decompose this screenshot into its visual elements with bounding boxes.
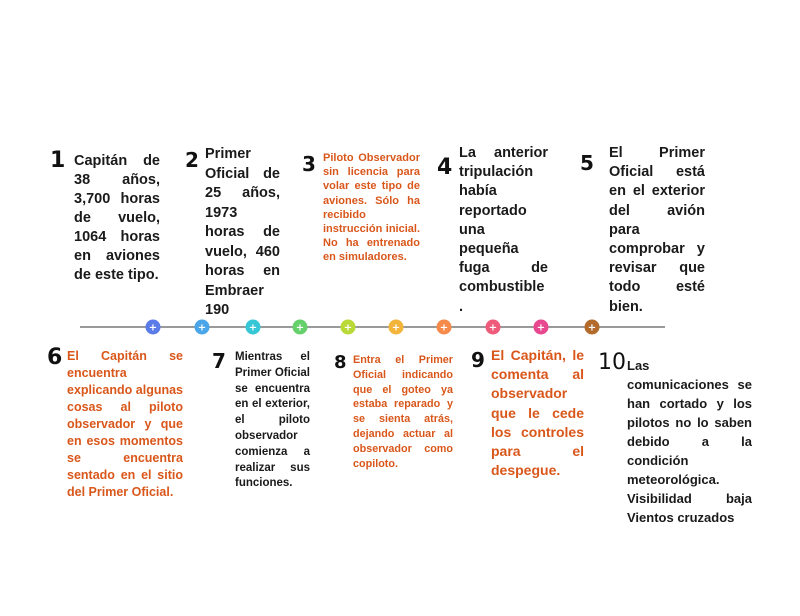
event-7-number: 7 xyxy=(212,349,226,373)
event-3-text: Piloto Observador sin licencia para volar este tipo de aviones. Sólo ha recibido instrucción inicial. No ha entrenado en simuladores. xyxy=(323,152,420,264)
plus-icon: + xyxy=(439,322,449,334)
event-1-text: Capitán de 38 años, 3,700 horas de vuelo, 1064 horas en aviones de este tipo. xyxy=(74,153,160,283)
event-5-text: El Primer Oficial está en el exterior del avión para comprobar y revisar que todo esté bien. xyxy=(609,145,705,315)
plus-icon: + xyxy=(343,322,353,334)
event-9-number: 9 xyxy=(471,348,485,372)
event-8-text: Entra el Primer Oficial indicando que el goteo ya estaba reparado y se sienta atrás, dejando actuar al observador como copiloto. xyxy=(353,354,453,470)
event-3-number: 3 xyxy=(302,152,316,176)
plus-icon: + xyxy=(197,322,207,334)
event-2-text: Primer Oficial de 25 años, 1973 horas de vuelo, 460 horas en Embraer 190 xyxy=(205,146,280,318)
timeline-marker-3 xyxy=(246,320,261,335)
event-6-text: El Capitán se encuentra explicando algunas cosas al piloto observador y que en esos momentos se encuentra sentado en el sitio del Primer Oficial. xyxy=(67,349,184,499)
timeline-marker-7 xyxy=(437,320,452,335)
event-9-text: El Capitán, le comenta al observador que le cede los controles para el despegue. xyxy=(491,347,584,479)
event-4-text: La anterior tripulación había reportado una pequeña fuga de combustible . xyxy=(459,145,548,315)
plus-icon: + xyxy=(148,322,158,334)
timeline-marker-5 xyxy=(341,320,356,335)
plus-icon: + xyxy=(248,322,258,334)
event-6-number: 6 xyxy=(47,345,63,370)
plus-icon: + xyxy=(295,322,305,334)
plus-icon: + xyxy=(536,322,546,334)
event-5-number: 5 xyxy=(580,151,594,175)
event-4-number: 4 xyxy=(437,155,453,180)
timeline-marker-4 xyxy=(293,320,308,335)
plus-icon: + xyxy=(488,322,498,334)
event-8-number: 8 xyxy=(334,352,347,373)
plus-icon: + xyxy=(391,322,401,334)
timeline-marker-6 xyxy=(389,320,404,335)
event-10-text: Las comunicaciones se han cortado y los pilotos no lo saben debido a la condición meteorológica. Visibilidad baja Vientos cruzados xyxy=(627,358,752,525)
event-7-text: Mientras el Primer Oficial se encuentra en el exterior, el piloto observador comienza a realizar sus funciones. xyxy=(235,351,310,490)
timeline-marker-9 xyxy=(534,320,549,335)
timeline-marker-2 xyxy=(195,320,210,335)
timeline-marker-10 xyxy=(585,320,600,335)
timeline-marker-1 xyxy=(146,320,161,335)
event-2-number: 2 xyxy=(185,148,199,172)
event-10-number: 10 xyxy=(598,350,626,375)
timeline-marker-8 xyxy=(486,320,501,335)
event-1-number: 1 xyxy=(50,148,66,173)
plus-icon: + xyxy=(587,322,597,334)
